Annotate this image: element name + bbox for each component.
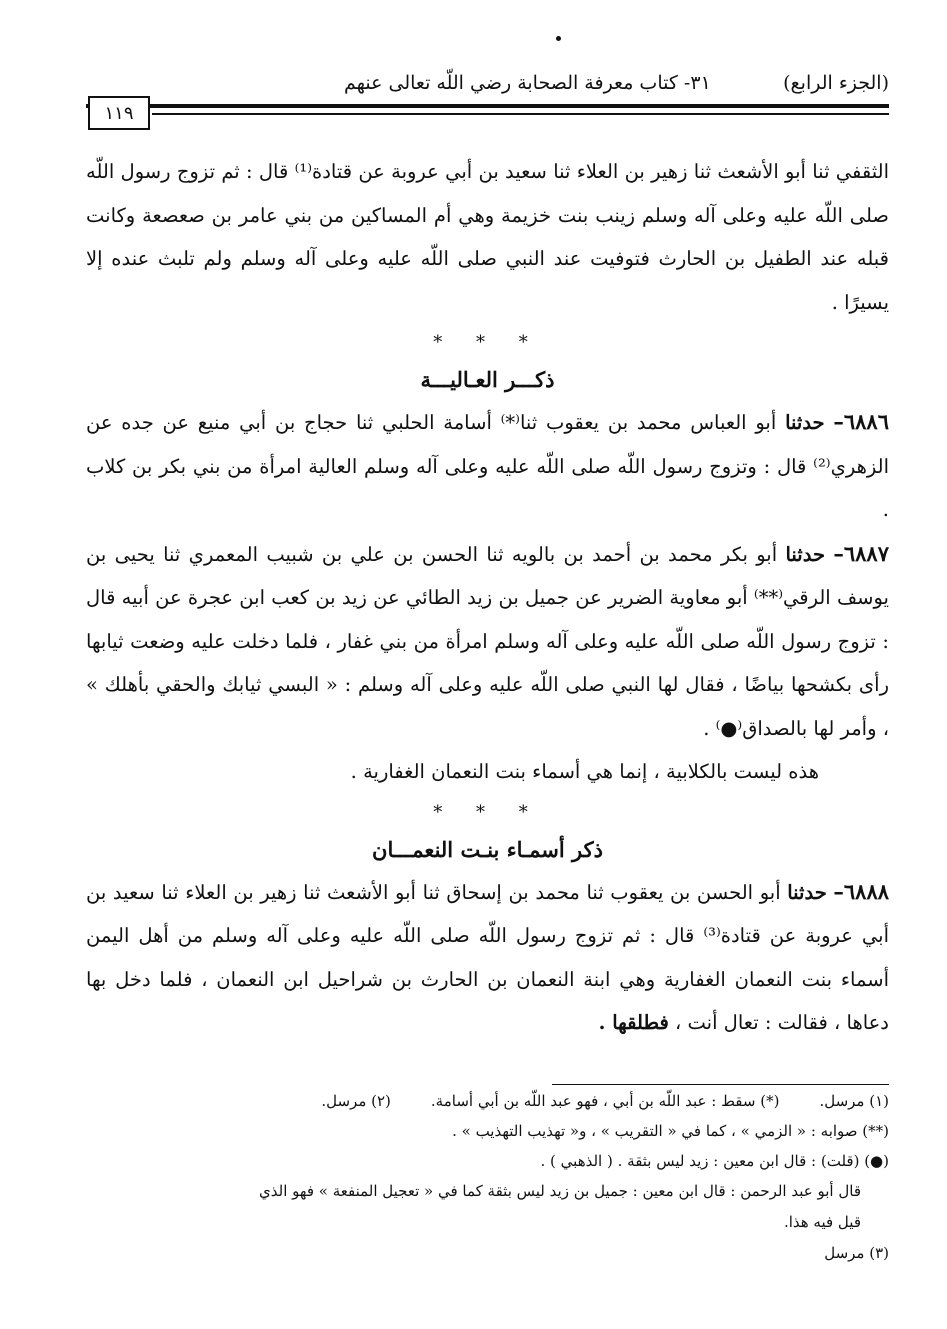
hadith-text: أبو الحسن بن يعقوب ثنا محمد بن إسحاق ثنا أبو الأشعث ثنا زهير بن العلاء ثنا سعيد بن أبي عروبة عن قتادة⁽³⁾ قال : ثم تزوج رسول اللّه صلى اللّه عليه وعلى آله وسلم من أهل اليمن أسماء بنت النعمان الغفارية وهي ابنة النعمان بن الحارث بن شراحيل ابن النعمان ، فلما دخل بها دعاها ، فقالت : تعال أنت ، bbox=[86, 880, 890, 1034]
hadith-6888 bbox=[86, 870, 889, 1045]
paragraph-continuation: الثقفي ثنا أبو الأشعث ثنا زهير بن العلاء ثنا سعيد بن أبي عروبة عن قتادة⁽¹⁾ قال : ثم تزوج رسول اللّه صلى اللّه عليه وعلى آله وسلم زينب بنت خزيمة وهي أم المساكين من بني عامر بن صعصعة وكانت قبله عند الطفيل بن الحارث فتوفيت عند النبي صلى اللّه عليه وعلى آله وسلم ولم تلبث عنده إلا يسيرًا . bbox=[86, 160, 890, 314]
page-number: ١١٩ bbox=[88, 96, 150, 130]
footnote-abd-line2: قيل فيه هذا. bbox=[783, 1213, 861, 1231]
hadith-keyword: حدثنا bbox=[785, 542, 826, 566]
hadith-number: ٦٨٨٧– bbox=[833, 540, 889, 566]
hadith-number: ٦٨٨٦– bbox=[833, 409, 889, 434]
footnote-dot: (●) (قلت) : قال ابن معين : زيد ليس بثقة . ( الذهبي ) . bbox=[540, 1152, 889, 1170]
chapter-title: ٣١- كتاب معرفة الصحابة رضي اللّه تعالى عنهم bbox=[344, 72, 711, 94]
hadith-text: أبو العباس محمد بن يعقوب ثنا⁽*⁾ أسامة الحلبي ثنا حجاج بن أبي منيع عن جده عن الزهري⁽²⁾ قال : وتزوج رسول اللّه صلى اللّه عليه وعلى آله وسلم العالية امرأة من بني بكر بن كلاب . bbox=[86, 411, 889, 521]
hadith-6887 bbox=[86, 532, 889, 751]
hadith-keyword: حدثنا bbox=[785, 411, 825, 434]
footnote-star: (*) سقط : عبد اللّه بن أبي ، فهو عبد اللّه بن أبي أسامة. bbox=[430, 1092, 780, 1110]
main-text bbox=[86, 150, 889, 1045]
footnote-2: (٢) مرسل. bbox=[321, 1092, 391, 1110]
footnote-3: (٣) مرسل bbox=[824, 1244, 889, 1262]
section-heading-aliya: ذكـــر العـاليـــة bbox=[420, 367, 555, 392]
footnote-rule bbox=[552, 1084, 889, 1085]
footnote-abd-line1: قال أبو عبد الرحمن : قال ابن معين : جميل بن زيد ليس بثقة كما في « تعجيل المنفعة » فهو الذي bbox=[259, 1182, 861, 1200]
footnotes bbox=[86, 1086, 889, 1268]
header-rule bbox=[86, 104, 889, 108]
running-header bbox=[86, 66, 889, 100]
hadith-text: أبو بكر محمد بن أحمد بن بالويه ثنا الحسن بن علي بن شبيب المعمري ثنا يحيى بن يوسف الرقي⁽**⁾ أبو معاوية الضرير عن جميل بن زيد الطائي عن زيد بن كعب ابن عجرة عن أبيه قال : تزوج رسول اللّه صلى اللّه عليه وعلى آله وسلم امرأة من بني غفار ، فلما دخلت عليه وضعت ثيابها رأى بكشحها بياضًا ، فقال لها النبي صلى اللّه عليه وعلى آله وسلم : « البسي ثيابك والحقي بأهلك » ، وأمر لها بالصداق⁽●⁾ . bbox=[86, 542, 889, 740]
hadith-number: ٦٨٨٨– bbox=[833, 878, 890, 904]
page-mark bbox=[556, 36, 561, 41]
editor-note: هذه ليست بالكلابية ، إنما هي أسماء بنت النعمان الغفارية . bbox=[350, 760, 819, 783]
header-rule-thin bbox=[152, 113, 889, 115]
hadith-6886 bbox=[86, 400, 889, 532]
footnote-1: (١) مرسل. bbox=[819, 1092, 889, 1110]
hadith-ending: فطلقها . bbox=[598, 1011, 669, 1034]
section-separator: * * * bbox=[433, 801, 542, 823]
section-heading-asma: ذكر أسمـاء بنـت النعمـــان bbox=[372, 836, 603, 862]
footnote-line bbox=[86, 1086, 889, 1116]
volume-label: (الجزء الرابع) bbox=[783, 72, 889, 94]
hadith-keyword: حدثنا bbox=[787, 880, 827, 904]
section-separator: * * * bbox=[433, 332, 542, 353]
footnote-double-star: (**) صوابه : « الزمي » ، كما في « التقريب » ، و« تهذيب التهذيب » . bbox=[452, 1122, 889, 1140]
